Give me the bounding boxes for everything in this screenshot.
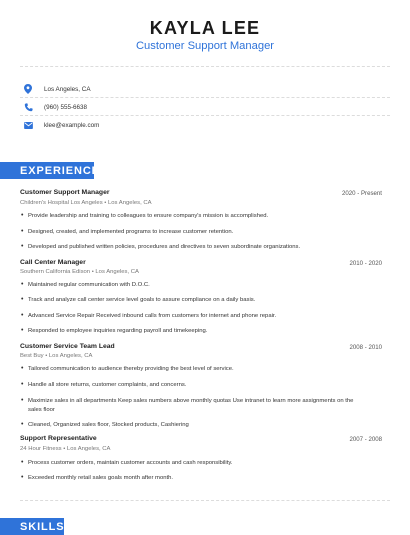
job-company: 24 Hour Fitness • Los Angeles, CA bbox=[20, 446, 111, 452]
skills-section-header bbox=[0, 518, 64, 535]
job-dates: 2010 - 2020 bbox=[349, 260, 382, 267]
list-item: • Process customer orders, maintain customer accounts and cash responsibility. bbox=[21, 459, 233, 466]
list-item: • Cleaned, Organized sales floor, Stocked products, Cashiering bbox=[21, 421, 189, 428]
contact-email bbox=[20, 117, 390, 133]
list-item: • Exceeded monthly retail sales goals month after month. bbox=[21, 474, 174, 481]
job-dates: 2007 - 2008 bbox=[349, 436, 382, 443]
list-item: • Designed, created, and implemented programs to increase customer retention. bbox=[21, 228, 234, 235]
job-title: Customer Service Team Lead bbox=[20, 343, 115, 350]
header-divider bbox=[20, 66, 390, 67]
job-title: Customer Support Manager bbox=[20, 189, 110, 196]
skills-section-title: SKILLS bbox=[20, 520, 65, 533]
job-company: Children's Hospital Los Angeles • Los Angeles, CA bbox=[20, 200, 152, 206]
candidate-name: KAYLA LEE bbox=[149, 18, 261, 38]
job-title: Call Center Manager bbox=[20, 259, 86, 266]
experience-section-header bbox=[0, 162, 100, 179]
job-company: Southern California Edison • Los Angeles, CA bbox=[20, 269, 139, 275]
list-item: • Advanced Service Repair Received inbound calls from customers for internet and phone repair. bbox=[21, 312, 277, 319]
job-title: Support Representative bbox=[20, 435, 97, 442]
contact-location bbox=[20, 81, 390, 97]
contact-divider bbox=[20, 97, 390, 98]
job-dates: 2020 - Present bbox=[342, 190, 382, 197]
list-item: • Handle all store returns, customer complaints, and concerns. bbox=[21, 381, 187, 388]
phone-text: (960) 555-6638 bbox=[44, 103, 88, 111]
email-text: klee@example.com bbox=[44, 121, 100, 129]
job-company: Best Buy • Los Angeles, CA bbox=[20, 353, 93, 359]
list-item: • Maximize sales in all departments Keep sales numbers above monthly quotas Use intranet to learn more assignments on the sales floor bbox=[21, 397, 354, 413]
list-item: • Track and analyze call center service level goals to assure compliance on a daily basis. bbox=[21, 296, 256, 303]
list-item: • Tailored communication to audience thereby providing the best level of service. bbox=[21, 365, 234, 372]
list-item: • Developed and published written policies, procedures and directives to seven subordinate organizations. bbox=[21, 243, 301, 250]
list-item: • Maintained regular communication with D.O.C. bbox=[21, 281, 150, 288]
contact-divider bbox=[20, 115, 390, 116]
candidate-role: Customer Support Manager bbox=[135, 40, 275, 52]
job-dates: 2008 - 2010 bbox=[349, 344, 382, 351]
list-item: • Responded to employee inquiries regarding payroll and timekeeping. bbox=[21, 327, 208, 334]
location-pin-icon bbox=[23, 84, 33, 94]
list-item: • Provide leadership and training to colleagues to ensure company's mission is accomplished. bbox=[21, 212, 269, 219]
location-text: Los Angeles, CA bbox=[44, 85, 91, 93]
phone-icon bbox=[23, 102, 33, 112]
experience-section-title: EXPERIENCE bbox=[20, 164, 100, 177]
section-divider bbox=[20, 500, 390, 501]
email-icon bbox=[23, 120, 33, 130]
contact-phone bbox=[20, 99, 390, 115]
